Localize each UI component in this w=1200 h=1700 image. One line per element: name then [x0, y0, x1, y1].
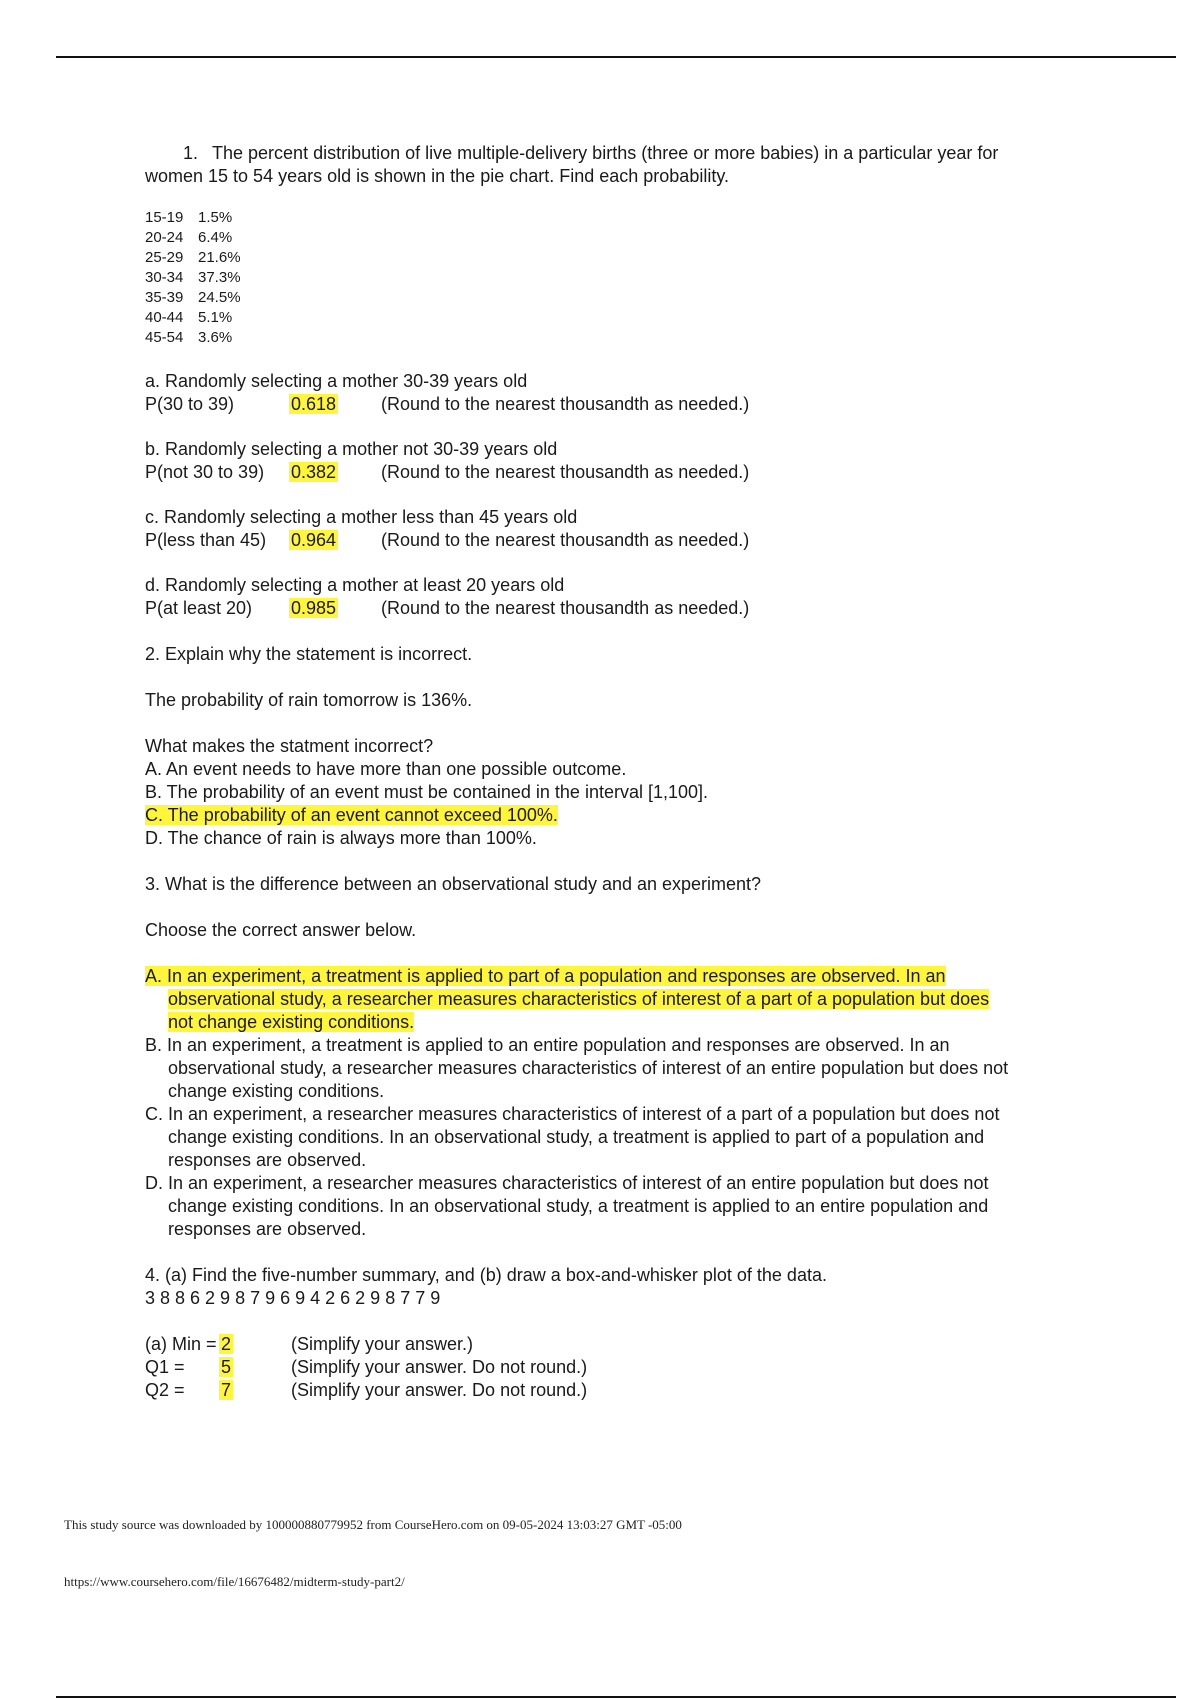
rounding-note: (Round to the nearest thousandth as needed.) [381, 598, 750, 618]
question-1-text: The percent distribution of live multiple-delivery births (three or more babies) in a particular year for women 15 to 54 years old is shown in the pie chart. Find each probability. [145, 143, 999, 186]
summary-note: (Simplify your answer.) [291, 1334, 474, 1354]
question-1-part-d [145, 574, 1015, 620]
age-range: 25-29 [145, 249, 184, 266]
document-body [145, 142, 1015, 1402]
answer-value: 0.382 [291, 462, 337, 482]
answer-value: 0.985 [291, 598, 337, 618]
option-c-selected [145, 804, 1015, 827]
summary-label: Q1 = [145, 1357, 185, 1377]
option-text: C. The probability of an event cannot exceed 100%. [145, 805, 558, 825]
question-4-data: 3 8 8 6 2 9 8 7 9 6 9 4 2 6 2 9 8 7 7 9 [145, 1288, 441, 1308]
summary-note: (Simplify your answer. Do not round.) [291, 1357, 588, 1377]
age-percent: 1.5% [198, 209, 233, 226]
age-percent: 24.5% [198, 289, 241, 306]
age-range: 35-39 [145, 289, 184, 306]
question-1-number: 1. [183, 143, 199, 163]
age-range: 40-44 [145, 309, 184, 326]
probability-label: P(less than 45) [145, 530, 267, 550]
distribution-row [145, 248, 1015, 268]
age-percent: 5.1% [198, 309, 233, 326]
question-1 [145, 142, 1015, 188]
age-range: 45-54 [145, 329, 184, 346]
question-4-prompt: 4. (a) Find the five-number summary, and (b) draw a box-and-whisker plot of the data. [145, 1265, 827, 1285]
summary-note: (Simplify your answer. Do not round.) [291, 1380, 588, 1400]
option-d [145, 1172, 1015, 1241]
part-title: d. Randomly selecting a mother at least 20 years old [145, 575, 565, 595]
question-3-prompt: 3. What is the difference between an observational study and an experiment? [145, 874, 762, 894]
age-range: 15-19 [145, 209, 184, 226]
summary-label: Q2 = [145, 1380, 185, 1400]
question-1-part-c [145, 506, 1015, 552]
summary-value: 7 [221, 1380, 232, 1400]
age-distribution [145, 208, 1015, 348]
summary-row [145, 1379, 1015, 1402]
option-text: C. In an experiment, a researcher measures characteristics of interest of a part of a population but does not change existing conditions. In an observational study, a treatment is applied to part of a population and responses are observed. [145, 1104, 1000, 1170]
distribution-row [145, 288, 1015, 308]
option-text: A. In an experiment, a treatment is applied to part of a population and responses are observed. In an observational study, a researcher measures characteristics of interest of a part of a population but does not change existing conditions. [145, 966, 990, 1032]
probability-label: P(not 30 to 39) [145, 462, 265, 482]
question-1-part-b [145, 438, 1015, 484]
source-url[interactable]: https://www.coursehero.com/file/16676482/midterm-study-part2/ [64, 1574, 405, 1589]
question-3-instruction: Choose the correct answer below. [145, 920, 417, 940]
option-b [145, 1034, 1015, 1103]
age-range: 30-34 [145, 269, 184, 286]
option-text: B. The probability of an event must be contained in the interval [1,100]. [145, 782, 709, 802]
probability-label: P(at least 20) [145, 598, 253, 618]
option-text: A. An event needs to have more than one possible outcome. [145, 759, 627, 779]
download-notice: This study source was downloaded by 100000880779952 from CourseHero.com on 09-05-2024 13:03:27 GMT -05:00 [64, 1517, 682, 1532]
question-2-prompt: 2. Explain why the statement is incorrect. [145, 644, 473, 664]
option-text: D. In an experiment, a researcher measures characteristics of interest of an entire population but does not change existing conditions. In an observational study, a treatment is applied to an entire population and responses are observed. [145, 1173, 989, 1239]
top-rule [56, 56, 1176, 58]
age-percent: 3.6% [198, 329, 233, 346]
summary-value: 5 [221, 1357, 232, 1377]
bottom-rule [56, 1696, 1176, 1698]
option-a [145, 758, 1015, 781]
question-2-question: What makes the statment incorrect? [145, 736, 434, 756]
answer-value: 0.618 [291, 394, 337, 414]
rounding-note: (Round to the nearest thousandth as needed.) [381, 462, 750, 482]
summary-value: 2 [221, 1334, 232, 1354]
option-d [145, 827, 1015, 850]
age-range: 20-24 [145, 229, 184, 246]
summary-row [145, 1356, 1015, 1379]
age-percent: 21.6% [198, 249, 241, 266]
age-percent: 6.4% [198, 229, 233, 246]
part-title: c. Randomly selecting a mother less than 45 years old [145, 507, 578, 527]
distribution-row [145, 228, 1015, 248]
answer-value: 0.964 [291, 530, 337, 550]
question-1-part-a [145, 370, 1015, 416]
option-b [145, 781, 1015, 804]
distribution-row [145, 268, 1015, 288]
distribution-row [145, 208, 1015, 228]
option-text: B. In an experiment, a treatment is applied to an entire population and responses are observed. In an observational study, a researcher measures characteristics of interest of an entire population but does not change existing conditions. [145, 1035, 1009, 1101]
question-2-statement: The probability of rain tomorrow is 136%. [145, 690, 473, 710]
question-2-options [145, 758, 1015, 850]
question-3-options [145, 965, 1015, 1241]
distribution-row [145, 328, 1015, 348]
option-a-selected [145, 965, 1015, 1034]
rounding-note: (Round to the nearest thousandth as needed.) [381, 530, 750, 550]
rounding-note: (Round to the nearest thousandth as needed.) [381, 394, 750, 414]
part-title: b. Randomly selecting a mother not 30-39 years old [145, 439, 558, 459]
summary-label: (a) Min = [145, 1334, 217, 1354]
summary-row [145, 1333, 1015, 1356]
option-text: D. The chance of rain is always more than 100%. [145, 828, 537, 848]
part-title: a. Randomly selecting a mother 30-39 years old [145, 371, 528, 391]
five-number-summary [145, 1333, 1015, 1402]
age-percent: 37.3% [198, 269, 241, 286]
option-c [145, 1103, 1015, 1172]
distribution-row [145, 308, 1015, 328]
probability-label: P(30 to 39) [145, 394, 235, 414]
